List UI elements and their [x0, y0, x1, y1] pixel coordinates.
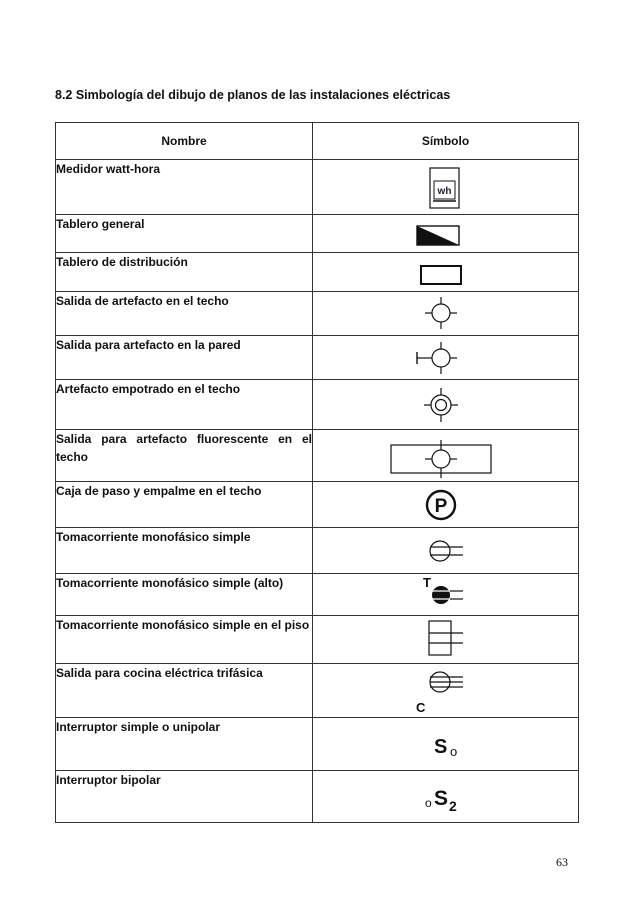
table-row — [56, 292, 579, 336]
row-name: Tablero de distribución — [56, 253, 313, 292]
switch-letter: S — [434, 736, 448, 758]
distribution-panel-icon — [313, 253, 579, 292]
meter-label: wh — [437, 186, 452, 197]
table-row — [56, 253, 579, 292]
row-name: Caja de paso y empalme en el techo — [56, 482, 313, 528]
switch-letter: S — [434, 787, 449, 810]
row-name: Interruptor simple o unipolar — [56, 718, 313, 771]
general-panel-icon — [313, 215, 579, 253]
switch-subscript: 2 — [449, 798, 457, 814]
row-name: Tablero general — [56, 215, 313, 253]
table-row — [56, 482, 579, 528]
floor-outlet-icon — [313, 616, 579, 664]
table-row — [56, 160, 579, 215]
recessed-ceiling-fixture-icon — [313, 380, 579, 430]
header-symbol: Símbolo — [313, 123, 579, 160]
table-row — [56, 771, 579, 823]
row-name: Tomacorriente monofásico simple (alto) — [56, 574, 313, 616]
row-name: Salida de artefacto en el techo — [56, 292, 313, 336]
fluorescent-ceiling-outlet-icon — [313, 430, 579, 482]
table-header-row — [56, 123, 579, 160]
table-row — [56, 616, 579, 664]
table-row — [56, 380, 579, 430]
switch-prefix: o — [425, 796, 432, 810]
table-row — [56, 718, 579, 771]
row-name: Salida para cocina eléctrica trifásica — [56, 664, 313, 718]
row-name: Salida para artefacto fluorescente en el techo — [56, 430, 313, 482]
table-row — [56, 528, 579, 574]
high-label: T — [423, 575, 431, 590]
table-row — [56, 215, 579, 253]
table-row — [56, 664, 579, 718]
row-name: Tomacorriente monofásico simple — [56, 528, 313, 574]
table-row — [56, 574, 579, 616]
table-row — [56, 430, 579, 482]
ceiling-outlet-icon — [313, 292, 579, 336]
junction-label: P — [434, 496, 448, 517]
double-pole-switch-icon — [313, 771, 579, 823]
row-name: Tomacorriente monofásico simple en el piso — [56, 616, 313, 664]
symbol-table — [55, 122, 579, 823]
watt-hour-meter-icon — [313, 160, 579, 215]
row-name: Salida para artefacto en la pared — [56, 336, 313, 380]
stove-label: C — [416, 700, 426, 715]
three-phase-stove-outlet-icon — [313, 664, 579, 718]
wall-outlet-icon — [313, 336, 579, 380]
single-outlet-high-icon — [313, 574, 579, 616]
junction-box-icon — [313, 482, 579, 528]
single-pole-switch-icon — [313, 718, 579, 771]
row-name: Interruptor bipolar — [56, 771, 313, 823]
single-outlet-icon — [313, 528, 579, 574]
row-name: Medidor watt-hora — [56, 160, 313, 215]
table-row — [56, 336, 579, 380]
page-number: 63 — [556, 855, 568, 869]
switch-subscript: o — [450, 744, 458, 759]
row-name: Artefacto empotrado en el techo — [56, 380, 313, 430]
section-heading: 8.2 Simbología del dibujo de planos de las instalaciones eléctricas — [55, 88, 451, 102]
header-name: Nombre — [56, 123, 313, 160]
